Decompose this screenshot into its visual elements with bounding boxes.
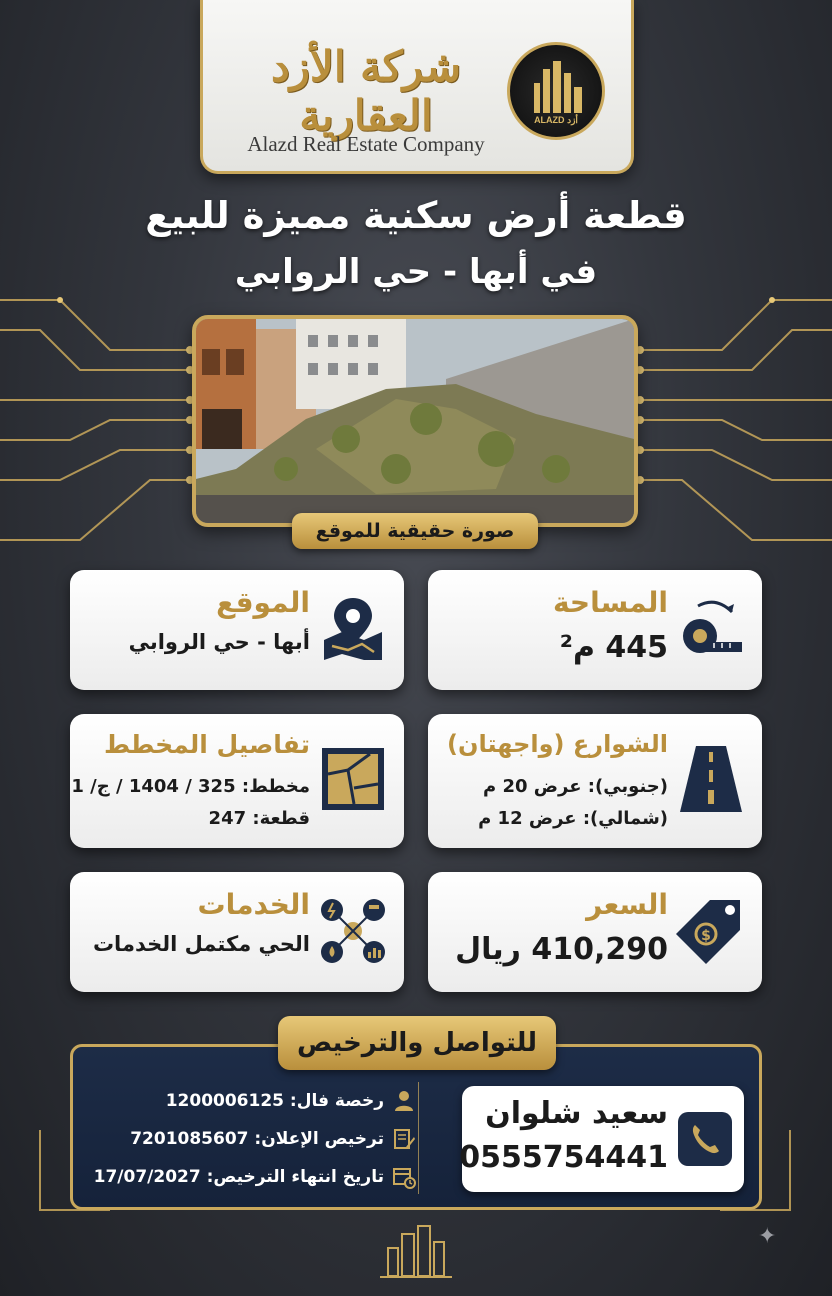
streets-north: (شمالي): عرض 12 م xyxy=(478,808,668,829)
badge-label: ALAZD أزد xyxy=(534,115,578,125)
calendar-clock-icon xyxy=(392,1165,416,1189)
price-tag-icon xyxy=(676,896,746,966)
ad-license-row xyxy=(130,1124,416,1154)
plot-number: قطعة: 247 xyxy=(208,808,310,829)
agent-card[interactable] xyxy=(459,1086,744,1192)
headline-line-2: في أبها - حي الروابي xyxy=(234,252,598,292)
contact-title: للتواصل والترخيص xyxy=(278,1016,556,1070)
tape-measure-icon xyxy=(676,594,746,664)
headline-line-1: قطعة أرض سكنية مميزة للبيع xyxy=(145,194,687,237)
sparkle-icon: ✦ xyxy=(758,1224,777,1249)
document-edit-icon xyxy=(392,1127,416,1151)
site-photo xyxy=(192,315,638,527)
fal-license: رخصة فال: 1200006125 xyxy=(165,1091,384,1111)
footer-buildings-icon xyxy=(380,1222,452,1280)
logo-panel xyxy=(200,0,634,174)
price-title: السعر xyxy=(586,888,668,921)
company-name-arabic: شركة الأزد العقارية xyxy=(270,42,462,140)
card-location xyxy=(70,570,404,690)
plan-title: تفاصيل المخطط xyxy=(103,730,310,759)
area-title: المساحة xyxy=(552,586,668,619)
land-photo-illustration xyxy=(196,319,634,523)
card-area xyxy=(428,570,762,690)
fal-license-row xyxy=(166,1086,416,1116)
location-value: أبها - حي الروابي xyxy=(128,630,310,654)
card-price xyxy=(428,872,762,992)
company-logo-badge xyxy=(507,42,605,140)
streets-south: (جنوبي): عرض 20 م xyxy=(483,776,668,797)
contact-divider xyxy=(418,1082,419,1194)
card-plan xyxy=(70,714,404,848)
card-streets xyxy=(428,714,762,848)
plan-map-icon xyxy=(318,744,388,814)
location-title: الموقع xyxy=(216,586,310,619)
services-title: الخدمات xyxy=(197,888,310,921)
license-expiry-row xyxy=(94,1162,416,1192)
services-icon xyxy=(318,896,388,966)
card-services xyxy=(70,872,404,992)
agent-name: سعيد شلوان xyxy=(485,1096,668,1131)
photo-caption: صورة حقيقية للموقع xyxy=(292,513,538,549)
company-name-english: Alazd Real Estate Company xyxy=(247,132,485,156)
price-value: 410,290 ريال xyxy=(455,932,668,967)
streets-title: الشوارع (واجهتان) xyxy=(446,730,668,758)
road-icon xyxy=(676,744,746,814)
agent-phone-number[interactable]: 0555754441 xyxy=(459,1140,668,1175)
phone-icon xyxy=(678,1112,732,1166)
buildings-icon xyxy=(530,59,586,113)
user-badge-icon xyxy=(392,1089,416,1113)
plan-number: مخطط: 325 / 1404 / ج/ 1 xyxy=(71,776,310,797)
area-value: 445 م² xyxy=(559,630,668,665)
map-pin-icon xyxy=(318,594,388,664)
ad-license: ترخيص الإعلان: 7201085607 xyxy=(130,1129,384,1149)
services-value: الحي مكتمل الخدمات xyxy=(92,932,310,956)
svg-text:$: $ xyxy=(701,928,711,944)
license-expiry: تاريخ انتهاء الترخيص: 17/07/2027 xyxy=(93,1167,384,1187)
